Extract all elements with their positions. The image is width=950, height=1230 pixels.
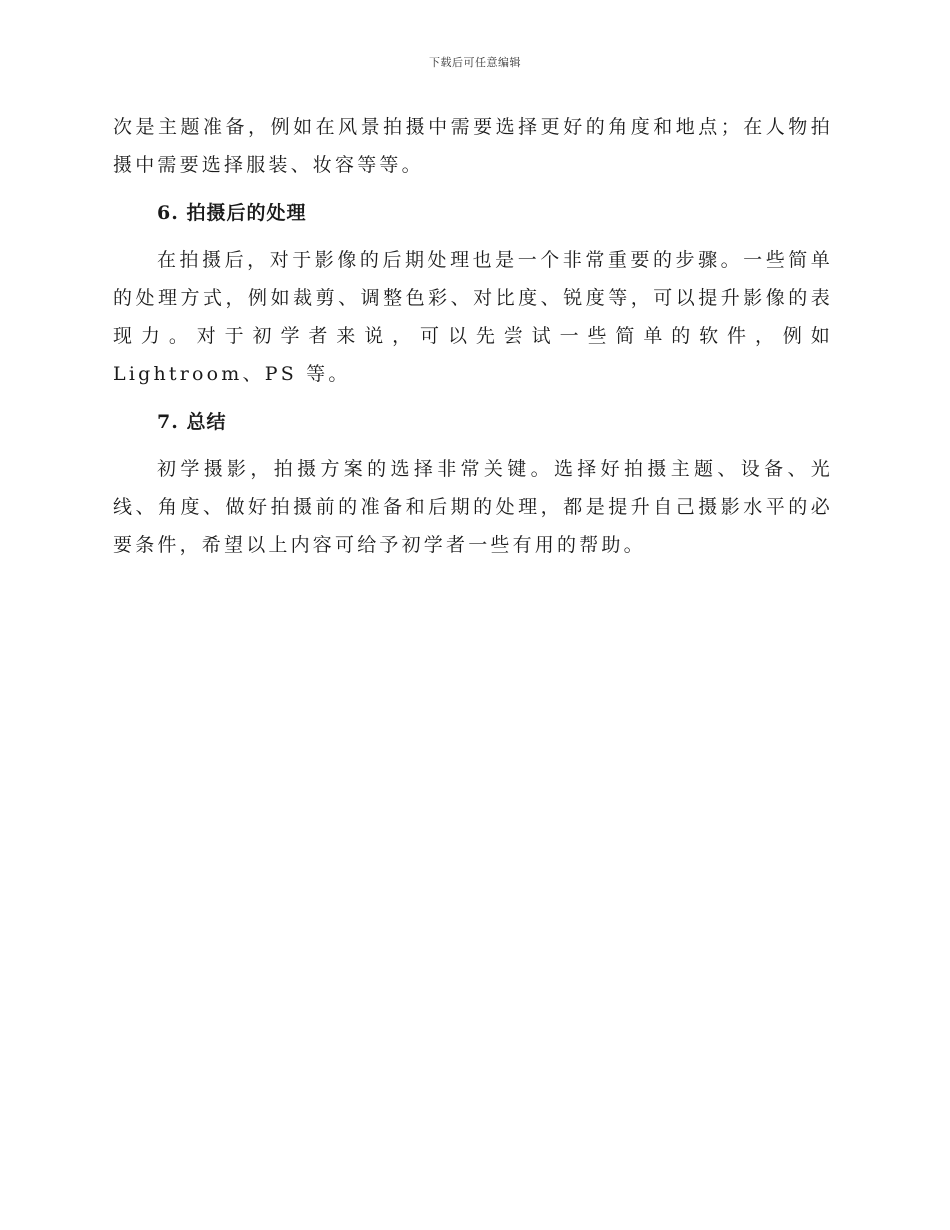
header-note: 下载后可任意编辑	[429, 56, 521, 69]
document-body	[113, 108, 833, 564]
paragraph-summary: 初学摄影，拍摄方案的选择非常关键。选择好拍摄主题、设备、光线、角度、做好拍摄前的准备和后期的处理，都是提升自己摄影水平的必要条件，希望以上内容可给予初学者一些有用的帮助。	[113, 458, 833, 556]
paragraph-post-processing: 在拍摄后，对于影像的后期处理也是一个非常重要的步骤。一些简单的处理方式，例如裁剪、调整色彩、对比度、锐度等，可以提升影像的表现力。对于初学者来说，可以先尝试一些简单的软件，例如 Lightroom、PS 等。	[113, 249, 833, 385]
section-heading-post-processing: 6. 拍摄后的处理	[157, 202, 307, 224]
paragraph-theme-preparation: 次是主题准备，例如在风景拍摄中需要选择更好的角度和地点；在人物拍摄中需要选择服装、妆容等等。	[113, 116, 833, 176]
section-heading-summary: 7. 总结	[157, 411, 227, 433]
